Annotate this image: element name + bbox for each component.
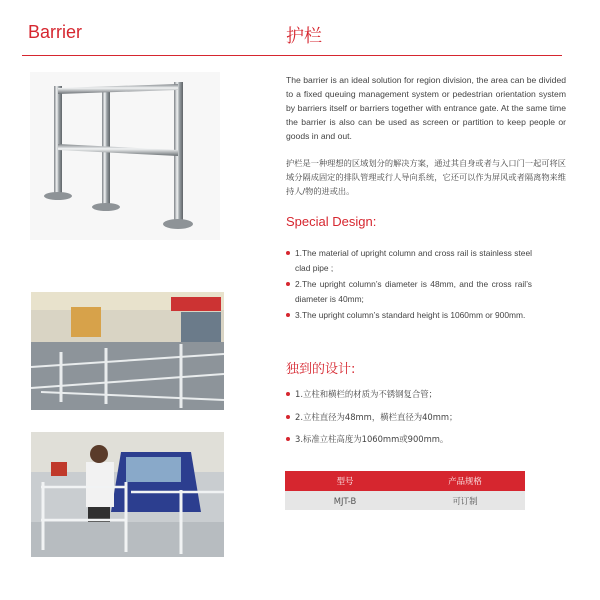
list-item: 1.立柱和横栏的材质为不锈钢复合管； bbox=[286, 387, 532, 402]
special-design-list bbox=[286, 246, 532, 325]
special-design-heading: Special Design: bbox=[286, 214, 377, 229]
column-header-model: 型号 bbox=[285, 471, 405, 491]
table-row bbox=[285, 491, 525, 510]
special-design-heading-cn: 独到的设计: bbox=[286, 362, 356, 377]
bullet-icon bbox=[286, 437, 290, 441]
header-divider bbox=[22, 55, 562, 56]
bullet-icon bbox=[286, 251, 290, 255]
special-design-list-cn bbox=[286, 387, 532, 455]
cell-spec: 可订制 bbox=[405, 491, 525, 510]
cell-model: MJT-B bbox=[285, 491, 405, 510]
description-cn: 护栏是一种理想的区域划分的解决方案，通过其自身或者与入口门一起可将区域分隔成固定的排队管理或行人导向系统，它还可以作为屏风或者隔离物来维持人/物的进或出。 bbox=[286, 158, 566, 196]
checkout-barrier-photo bbox=[31, 432, 224, 557]
list-item: 3.The upright column’s standard height is 1060mm or 900mm. bbox=[286, 308, 532, 323]
table-header-row bbox=[285, 471, 525, 491]
barrier-product-image bbox=[30, 72, 220, 240]
list-item: 3.标准立柱高度为1060mm或900mm。 bbox=[286, 432, 532, 447]
list-item: 1.The material of upright column and cross rail is stainless steel clad pipe ; bbox=[286, 246, 532, 275]
bullet-icon bbox=[286, 313, 290, 317]
page-title-cn: 护栏 bbox=[286, 26, 322, 47]
store-barrier-photo bbox=[31, 292, 224, 410]
page-title-en: Barrier bbox=[28, 22, 83, 42]
list-item: 2.立柱直径为48mm，横栏直径为40mm； bbox=[286, 410, 532, 425]
description-en: The barrier is an ideal solution for region division, the area can be divided to a fixed queuing management system or pedestrian orientation system by barriers itself or barriers together with entrance gate. At the same time the barrier is also can be used as screen or partition to keep people or goods in and out. bbox=[286, 75, 566, 141]
bullet-icon bbox=[286, 415, 290, 419]
list-item: 2.The upright column’s diameter is 48mm, and the cross rail’s diameter is 40mm; bbox=[286, 277, 532, 306]
column-header-spec: 产品规格 bbox=[405, 471, 525, 491]
bullet-icon bbox=[286, 392, 290, 396]
spec-table bbox=[285, 471, 525, 510]
bullet-icon bbox=[286, 282, 290, 286]
